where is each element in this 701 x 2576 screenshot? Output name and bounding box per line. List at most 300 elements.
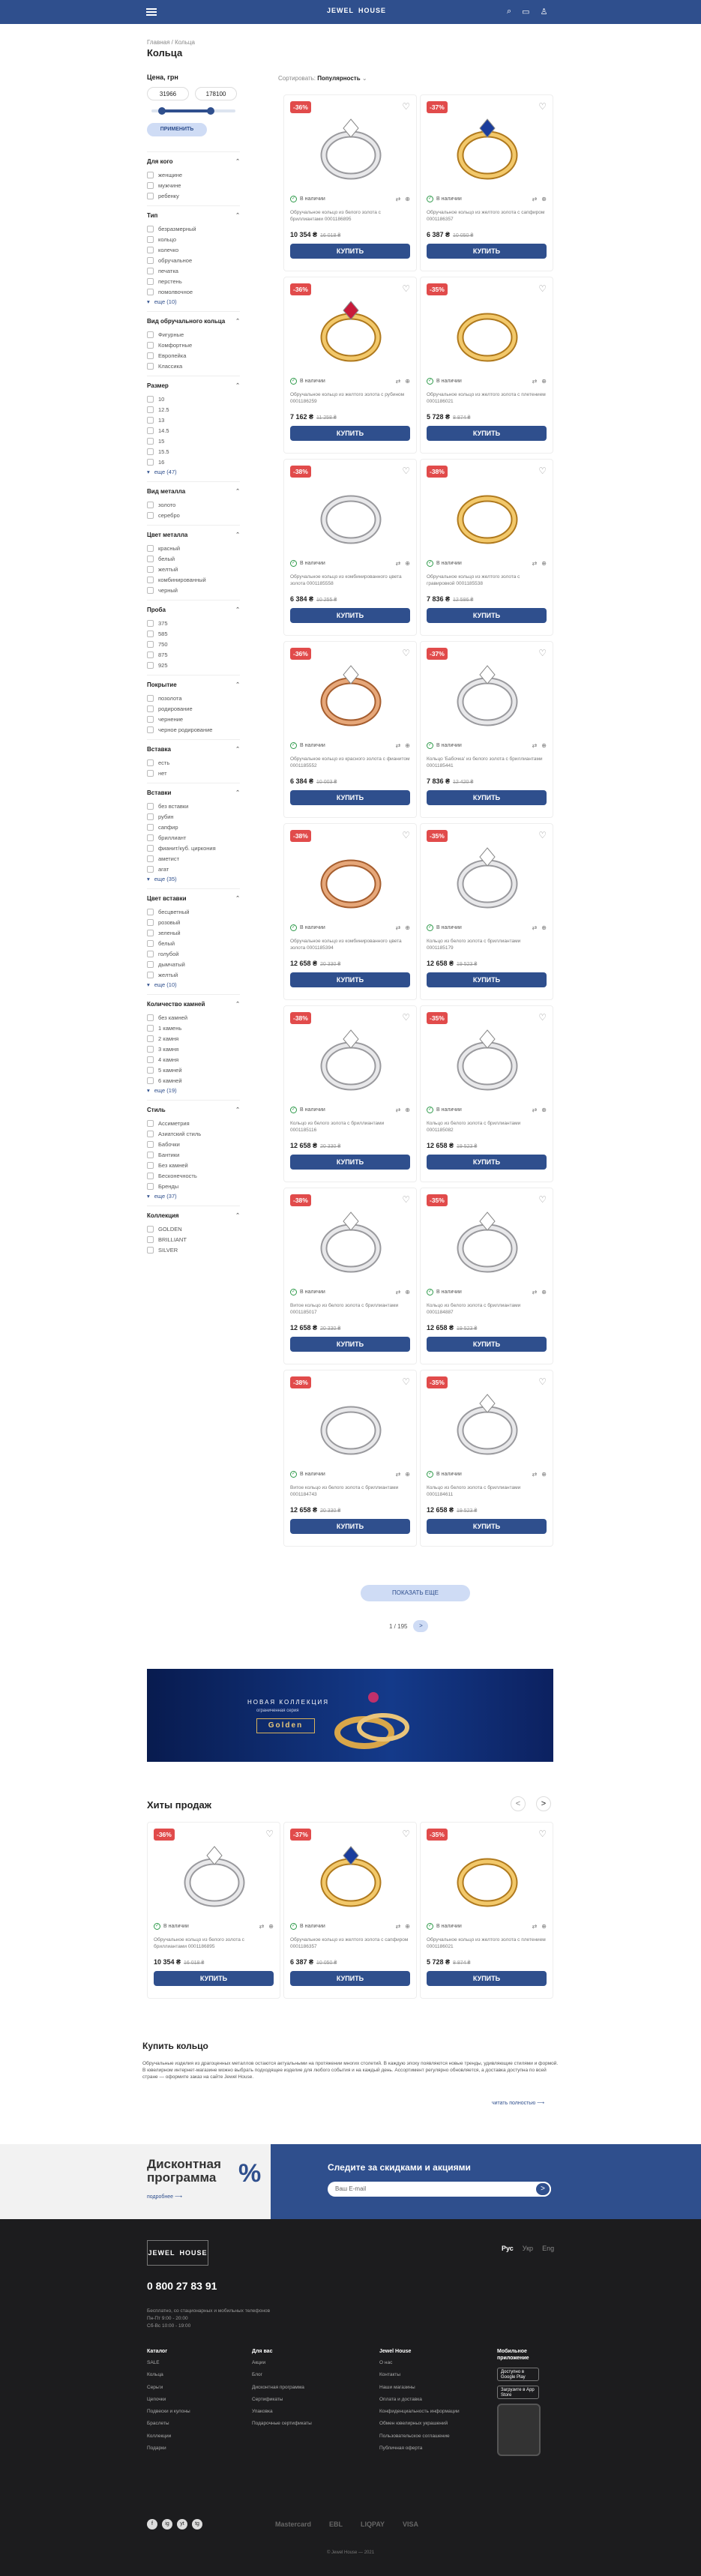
breadcrumb[interactable]: Главная / Кольца: [147, 39, 195, 46]
checkbox[interactable]: [147, 396, 154, 403]
cart-icon[interactable]: ⊕: [405, 196, 410, 202]
checkbox[interactable]: [147, 406, 154, 413]
filter-option[interactable]: [147, 564, 240, 574]
filter-option[interactable]: [147, 425, 240, 436]
compare-icon[interactable]: ⇄: [395, 1107, 401, 1113]
filter-more-link[interactable]: [147, 980, 240, 990]
product-name[interactable]: Кольцо из белого золота с бриллиантами 0001184611: [427, 1485, 521, 1497]
checkbox[interactable]: [147, 803, 154, 810]
heart-icon[interactable]: ♡: [538, 1376, 547, 1387]
filter-option[interactable]: [147, 244, 240, 255]
filter-option[interactable]: [147, 1012, 240, 1023]
filter-group-header[interactable]: [147, 212, 240, 219]
product-card[interactable]: [420, 1370, 553, 1547]
filter-option[interactable]: [147, 350, 240, 361]
filter-option[interactable]: [147, 959, 240, 969]
filter-option[interactable]: [147, 286, 240, 297]
compare-icon[interactable]: ⇄: [395, 1923, 401, 1930]
filter-group-header[interactable]: [147, 789, 240, 796]
checkbox[interactable]: [147, 182, 154, 189]
filter-option[interactable]: [147, 1149, 240, 1160]
hits-prev-button[interactable]: <: [511, 1796, 526, 1811]
filter-option[interactable]: [147, 361, 240, 371]
heart-icon[interactable]: ♡: [538, 283, 547, 294]
filter-option[interactable]: [147, 553, 240, 564]
price-from-input[interactable]: 31966: [147, 87, 189, 100]
product-image[interactable]: [450, 1833, 525, 1916]
heart-icon[interactable]: ♡: [402, 466, 410, 476]
heart-icon[interactable]: ♡: [402, 830, 410, 840]
filter-option[interactable]: [147, 811, 240, 822]
buy-button[interactable]: КУПИТЬ: [427, 1155, 547, 1170]
footer-link[interactable]: Подарочные сертификаты: [252, 2421, 312, 2427]
buy-button[interactable]: КУПИТЬ: [290, 972, 410, 987]
product-card[interactable]: [283, 459, 417, 636]
filter-option[interactable]: [147, 822, 240, 832]
checkbox[interactable]: [147, 1025, 154, 1032]
telegram-icon[interactable]: tg: [192, 2519, 202, 2530]
filter-option[interactable]: [147, 660, 240, 670]
checkbox[interactable]: [147, 631, 154, 637]
filter-option[interactable]: [147, 864, 240, 874]
product-image[interactable]: [450, 652, 525, 735]
checkbox[interactable]: [147, 226, 154, 232]
heart-icon[interactable]: ♡: [402, 1376, 410, 1387]
filter-more-link[interactable]: [147, 1086, 240, 1095]
heart-icon[interactable]: ♡: [538, 466, 547, 476]
checkbox[interactable]: [147, 651, 154, 658]
product-card[interactable]: [420, 1005, 553, 1182]
footer-link[interactable]: Упаковка: [252, 2409, 273, 2415]
product-name[interactable]: Обручальное кольцо из белого золота с бриллиантами 0001186895: [290, 210, 381, 222]
buy-button[interactable]: КУПИТЬ: [290, 1519, 410, 1534]
checkbox[interactable]: [147, 427, 154, 434]
checkbox[interactable]: [147, 257, 154, 264]
checkbox[interactable]: [147, 587, 154, 594]
heart-icon[interactable]: ♡: [402, 1829, 410, 1839]
product-image[interactable]: [313, 288, 388, 370]
compare-icon[interactable]: ⇄: [532, 1471, 538, 1478]
checkbox[interactable]: [147, 770, 154, 777]
checkbox[interactable]: [147, 1183, 154, 1190]
filter-more-link[interactable]: [147, 1191, 240, 1201]
product-image[interactable]: [450, 470, 525, 553]
promo-banner[interactable]: [147, 1669, 553, 1762]
filter-option[interactable]: [147, 234, 240, 244]
filter-option[interactable]: [147, 499, 240, 510]
product-name[interactable]: Обручальное кольцо из комбинированного цвета золота 0001185558: [290, 574, 402, 586]
filter-option[interactable]: [147, 223, 240, 234]
compare-icon[interactable]: ⇄: [395, 378, 401, 385]
discount-more-link[interactable]: подробнее ⟶: [147, 2194, 183, 2200]
cart-icon[interactable]: ⊕: [541, 1289, 547, 1295]
filter-option[interactable]: [147, 1170, 240, 1181]
next-page-button[interactable]: >: [413, 1620, 428, 1632]
footer-link[interactable]: Подвески и кулоны: [147, 2409, 190, 2415]
heart-icon[interactable]: ♡: [538, 648, 547, 658]
product-name[interactable]: Обручальное кольцо из желтого золота с плетением 0001186021: [427, 392, 546, 404]
buy-button[interactable]: КУПИТЬ: [427, 1971, 547, 1986]
product-name[interactable]: Обручальное кольцо из красного золота с фианитом 0001185552: [290, 756, 410, 768]
hit-product-card[interactable]: [420, 1822, 553, 1999]
filter-option[interactable]: [147, 276, 240, 286]
filter-group-header[interactable]: [147, 158, 240, 165]
filter-option[interactable]: [147, 714, 240, 724]
footer-link[interactable]: Публичная оферта: [379, 2446, 423, 2452]
product-image[interactable]: [177, 1833, 252, 1916]
filter-group-header[interactable]: [147, 318, 240, 325]
heart-icon[interactable]: ♡: [402, 648, 410, 658]
checkbox[interactable]: [147, 459, 154, 466]
product-name[interactable]: Кольцо из белого золота с бриллиантами 0001185179: [427, 939, 521, 951]
checkbox[interactable]: [147, 726, 154, 733]
filter-option[interactable]: [147, 639, 240, 649]
compare-icon[interactable]: ⇄: [532, 1923, 538, 1930]
product-image[interactable]: [313, 1199, 388, 1281]
user-icon[interactable]: ♙: [540, 7, 548, 16]
youtube-icon[interactable]: yt: [177, 2519, 187, 2530]
filter-group-header[interactable]: [147, 746, 240, 753]
filter-option[interactable]: [147, 618, 240, 628]
filter-option[interactable]: [147, 1181, 240, 1191]
filter-option[interactable]: [147, 768, 240, 778]
filter-more-link[interactable]: [147, 467, 240, 477]
app-store-button[interactable]: Загрузите в App Store: [497, 2386, 539, 2399]
footer-link[interactable]: О нас: [379, 2360, 393, 2365]
filter-option[interactable]: [147, 265, 240, 276]
cart-icon[interactable]: ▭: [522, 7, 530, 16]
checkbox[interactable]: [147, 247, 154, 253]
buy-button[interactable]: КУПИТЬ: [427, 1337, 547, 1352]
cart-icon[interactable]: ⊕: [541, 924, 547, 931]
filter-option[interactable]: [147, 1224, 240, 1234]
checkbox[interactable]: [147, 545, 154, 552]
compare-icon[interactable]: ⇄: [259, 1923, 265, 1930]
footer-link[interactable]: Обмен ювелирных украшений: [379, 2421, 448, 2427]
checkbox[interactable]: [147, 824, 154, 831]
checkbox[interactable]: [147, 695, 154, 702]
price-slider-min-handle[interactable]: [158, 107, 166, 115]
product-image[interactable]: [313, 1381, 388, 1463]
checkbox[interactable]: [147, 972, 154, 978]
compare-icon[interactable]: ⇄: [532, 742, 538, 749]
footer-link[interactable]: Серьги: [147, 2384, 163, 2390]
filter-option[interactable]: [147, 190, 240, 201]
filter-option[interactable]: [147, 628, 240, 639]
compare-icon[interactable]: ⇄: [532, 1107, 538, 1113]
heart-icon[interactable]: ♡: [538, 1012, 547, 1023]
lang-ua[interactable]: Укр: [522, 2245, 534, 2252]
checkbox[interactable]: [147, 363, 154, 370]
checkbox[interactable]: [147, 705, 154, 712]
filter-option[interactable]: [147, 832, 240, 843]
footer-link[interactable]: Конфиденциальность информации: [379, 2409, 460, 2415]
product-image[interactable]: [450, 1017, 525, 1099]
checkbox[interactable]: [147, 1131, 154, 1137]
checkbox[interactable]: [147, 448, 154, 455]
buy-button[interactable]: КУПИТЬ: [427, 244, 547, 259]
heart-icon[interactable]: ♡: [402, 1012, 410, 1023]
filter-option[interactable]: [147, 394, 240, 404]
cart-icon[interactable]: ⊕: [541, 196, 547, 202]
apply-button[interactable]: ПРИМЕНИТЬ: [147, 123, 207, 136]
filter-option[interactable]: [147, 1160, 240, 1170]
footer-link[interactable]: Пользовательское соглашение: [379, 2433, 450, 2439]
show-more-button[interactable]: ПОКАЗАТЬ ЕЩЕ: [361, 1585, 470, 1601]
buy-button[interactable]: КУПИТЬ: [290, 608, 410, 623]
filter-option[interactable]: [147, 927, 240, 938]
filter-option[interactable]: [147, 948, 240, 959]
product-image[interactable]: [313, 834, 388, 917]
checkbox[interactable]: [147, 331, 154, 338]
product-name[interactable]: Обручальное кольцо из белого золота с бриллиантами 0001186895: [154, 1937, 244, 1949]
product-card[interactable]: [283, 1188, 417, 1364]
cart-icon[interactable]: ⊕: [541, 1471, 547, 1478]
cart-icon[interactable]: ⊕: [405, 560, 410, 567]
filter-option[interactable]: [147, 404, 240, 415]
cart-icon[interactable]: ⊕: [405, 1107, 410, 1113]
compare-icon[interactable]: ⇄: [532, 560, 538, 567]
footer-link[interactable]: SALE: [147, 2360, 160, 2365]
filter-option[interactable]: [147, 543, 240, 553]
buy-button[interactable]: КУПИТЬ: [290, 1337, 410, 1352]
heart-icon[interactable]: ♡: [538, 1194, 547, 1205]
filter-group-header[interactable]: [147, 895, 240, 902]
checkbox[interactable]: [147, 1162, 154, 1169]
footer-link[interactable]: Подарки: [147, 2446, 166, 2452]
checkbox[interactable]: [147, 1067, 154, 1074]
cart-icon[interactable]: ⊕: [405, 742, 410, 749]
product-card[interactable]: [420, 459, 553, 636]
instagram-icon[interactable]: ig: [162, 2519, 172, 2530]
product-name[interactable]: Витое кольцо из белого золота с бриллиантами 0001184743: [290, 1485, 399, 1497]
buy-button[interactable]: КУПИТЬ: [427, 790, 547, 805]
logo[interactable]: [327, 7, 386, 14]
cart-icon[interactable]: ⊕: [405, 1289, 410, 1295]
filter-option[interactable]: [147, 255, 240, 265]
cart-icon[interactable]: ⊕: [405, 1923, 410, 1930]
product-card[interactable]: [420, 1188, 553, 1364]
compare-icon[interactable]: ⇄: [532, 378, 538, 385]
email-input[interactable]: Ваш E-mail: [328, 2182, 551, 2197]
heart-icon[interactable]: ♡: [538, 1829, 547, 1839]
checkbox[interactable]: [147, 641, 154, 648]
checkbox[interactable]: [147, 866, 154, 873]
buy-button[interactable]: КУПИТЬ: [290, 1155, 410, 1170]
product-image[interactable]: [450, 106, 525, 188]
filter-group-header[interactable]: [147, 532, 240, 538]
product-card[interactable]: [283, 94, 417, 271]
checkbox[interactable]: [147, 502, 154, 508]
product-name[interactable]: Обручальное кольцо из желтого золота с плетением 0001186021: [427, 1937, 546, 1949]
menu-icon[interactable]: [146, 8, 157, 16]
checkbox[interactable]: [147, 1173, 154, 1179]
filter-option[interactable]: [147, 703, 240, 714]
heart-icon[interactable]: ♡: [402, 101, 410, 112]
cart-icon[interactable]: ⊕: [541, 378, 547, 385]
product-name[interactable]: Обручальное кольцо из желтого золота с рубином 0001186259: [290, 392, 405, 404]
seo-read-more-link[interactable]: читать полностью ⟶: [492, 2101, 545, 2106]
footer-link[interactable]: Цепочки: [147, 2396, 166, 2402]
checkbox[interactable]: [147, 1236, 154, 1243]
lang-en[interactable]: Eng: [542, 2245, 555, 2252]
checkbox[interactable]: [147, 1046, 154, 1053]
price-slider[interactable]: [151, 109, 235, 112]
checkbox[interactable]: [147, 930, 154, 936]
buy-button[interactable]: КУПИТЬ: [290, 790, 410, 805]
checkbox[interactable]: [147, 845, 154, 852]
product-name[interactable]: Кольцо 'Бабочка' из белого золота с бриллиантами 0001185441: [427, 756, 543, 768]
buy-button[interactable]: КУПИТЬ: [290, 426, 410, 441]
buy-button[interactable]: КУПИТЬ: [427, 1519, 547, 1534]
filter-option[interactable]: [147, 801, 240, 811]
filter-option[interactable]: [147, 1044, 240, 1054]
heart-icon[interactable]: ♡: [538, 101, 547, 112]
cart-icon[interactable]: ⊕: [405, 924, 410, 931]
checkbox[interactable]: [147, 512, 154, 519]
price-slider-max-handle[interactable]: [207, 107, 214, 115]
lang-ru[interactable]: Рус: [502, 2245, 514, 2252]
filter-option[interactable]: [147, 917, 240, 927]
product-card[interactable]: [283, 277, 417, 454]
footer-link[interactable]: Сертификаты: [252, 2396, 283, 2402]
filter-option[interactable]: [147, 969, 240, 980]
buy-button[interactable]: КУПИТЬ: [427, 426, 547, 441]
checkbox[interactable]: [147, 1014, 154, 1021]
filter-option[interactable]: [147, 585, 240, 595]
product-image[interactable]: [450, 1199, 525, 1281]
checkbox[interactable]: [147, 566, 154, 573]
facebook-icon[interactable]: f: [147, 2519, 157, 2530]
product-name[interactable]: Обручальное кольцо из желтого золота с сапфиром 0001186357: [427, 210, 545, 222]
filter-option[interactable]: [147, 457, 240, 467]
checkbox[interactable]: [147, 1226, 154, 1233]
filter-option[interactable]: [147, 1033, 240, 1044]
checkbox[interactable]: [147, 940, 154, 947]
product-image[interactable]: [450, 834, 525, 917]
checkbox[interactable]: [147, 1141, 154, 1148]
footer-link[interactable]: Акции: [252, 2360, 266, 2365]
product-name[interactable]: Обручальное кольцо из комбинированного цвета золота 0001185394: [290, 939, 402, 951]
product-image[interactable]: [450, 1381, 525, 1463]
footer-link[interactable]: Браслеты: [147, 2421, 169, 2427]
product-image[interactable]: [313, 652, 388, 735]
filter-option[interactable]: [147, 1075, 240, 1086]
product-name[interactable]: Кольцо из белого золота с бриллиантами 0001184887: [427, 1303, 521, 1315]
filter-option[interactable]: [147, 1118, 240, 1128]
checkbox[interactable]: [147, 278, 154, 285]
filter-option[interactable]: [147, 574, 240, 585]
product-name[interactable]: Обручальное кольцо из желтого золота с гравировкой 0001185538: [427, 574, 520, 586]
filter-option[interactable]: [147, 938, 240, 948]
product-image[interactable]: [313, 1833, 388, 1916]
compare-icon[interactable]: ⇄: [532, 196, 538, 202]
filter-option[interactable]: [147, 1139, 240, 1149]
filter-option[interactable]: [147, 1234, 240, 1245]
cart-icon[interactable]: ⊕: [405, 378, 410, 385]
filter-option[interactable]: [147, 1054, 240, 1065]
cart-icon[interactable]: ⊕: [268, 1923, 274, 1930]
filter-option[interactable]: [147, 169, 240, 180]
buy-button[interactable]: КУПИТЬ: [290, 244, 410, 259]
compare-icon[interactable]: ⇄: [395, 1289, 401, 1295]
filter-group-header[interactable]: [147, 1212, 240, 1219]
checkbox[interactable]: [147, 352, 154, 359]
checkbox[interactable]: [147, 193, 154, 199]
product-card[interactable]: [420, 277, 553, 454]
filter-option[interactable]: [147, 329, 240, 340]
checkbox[interactable]: [147, 172, 154, 178]
search-icon[interactable]: ⌕: [507, 7, 512, 16]
price-to-input[interactable]: 178100: [195, 87, 237, 100]
filter-option[interactable]: [147, 446, 240, 457]
footer-link[interactable]: Оплата и доставка: [379, 2396, 422, 2402]
checkbox[interactable]: [147, 236, 154, 243]
heart-icon[interactable]: ♡: [402, 1194, 410, 1205]
compare-icon[interactable]: ⇄: [395, 924, 401, 931]
filter-group-header[interactable]: [147, 1001, 240, 1008]
checkbox[interactable]: [147, 759, 154, 766]
compare-icon[interactable]: ⇄: [532, 1289, 538, 1295]
footer-logo[interactable]: [147, 2240, 208, 2266]
checkbox[interactable]: [147, 834, 154, 841]
checkbox[interactable]: [147, 716, 154, 723]
filter-option[interactable]: [147, 1065, 240, 1075]
filter-option[interactable]: [147, 693, 240, 703]
compare-icon[interactable]: ⇄: [395, 560, 401, 567]
product-card[interactable]: [283, 1005, 417, 1182]
filter-more-link[interactable]: [147, 874, 240, 884]
product-name[interactable]: Кольцо из белого золота с бриллиантами 0001185082: [427, 1121, 521, 1133]
product-card[interactable]: [420, 823, 553, 1000]
product-card[interactable]: [420, 94, 553, 271]
heart-icon[interactable]: ♡: [402, 283, 410, 294]
footer-link[interactable]: Контакты: [379, 2372, 401, 2378]
checkbox[interactable]: [147, 919, 154, 926]
checkbox[interactable]: [147, 268, 154, 274]
hits-next-button[interactable]: >: [536, 1796, 551, 1811]
checkbox[interactable]: [147, 577, 154, 583]
compare-icon[interactable]: ⇄: [395, 196, 401, 202]
filter-option[interactable]: [147, 1023, 240, 1033]
filter-option[interactable]: [147, 510, 240, 520]
filter-option[interactable]: [147, 180, 240, 190]
checkbox[interactable]: [147, 855, 154, 862]
checkbox[interactable]: [147, 662, 154, 669]
filter-option[interactable]: [147, 649, 240, 660]
filter-option[interactable]: [147, 436, 240, 446]
google-play-button[interactable]: Доступно в Google Play: [497, 2368, 539, 2381]
filter-option[interactable]: [147, 757, 240, 768]
product-card[interactable]: [420, 641, 553, 818]
product-name[interactable]: Кольцо из белого золота с бриллиантами 0001185116: [290, 1121, 385, 1133]
checkbox[interactable]: [147, 1247, 154, 1254]
filter-group-header[interactable]: [147, 488, 240, 495]
checkbox[interactable]: [147, 556, 154, 562]
hit-product-card[interactable]: [147, 1822, 280, 1999]
filter-option[interactable]: [147, 843, 240, 853]
cart-icon[interactable]: ⊕: [541, 1923, 547, 1930]
product-image[interactable]: [450, 288, 525, 370]
checkbox[interactable]: [147, 289, 154, 295]
checkbox[interactable]: [147, 1035, 154, 1042]
cart-icon[interactable]: ⊕: [541, 1107, 547, 1113]
filter-option[interactable]: [147, 724, 240, 735]
sort-value[interactable]: Популярность: [317, 75, 361, 82]
hit-product-card[interactable]: [283, 1822, 417, 1999]
cart-icon[interactable]: ⊕: [541, 742, 547, 749]
checkbox[interactable]: [147, 1120, 154, 1127]
